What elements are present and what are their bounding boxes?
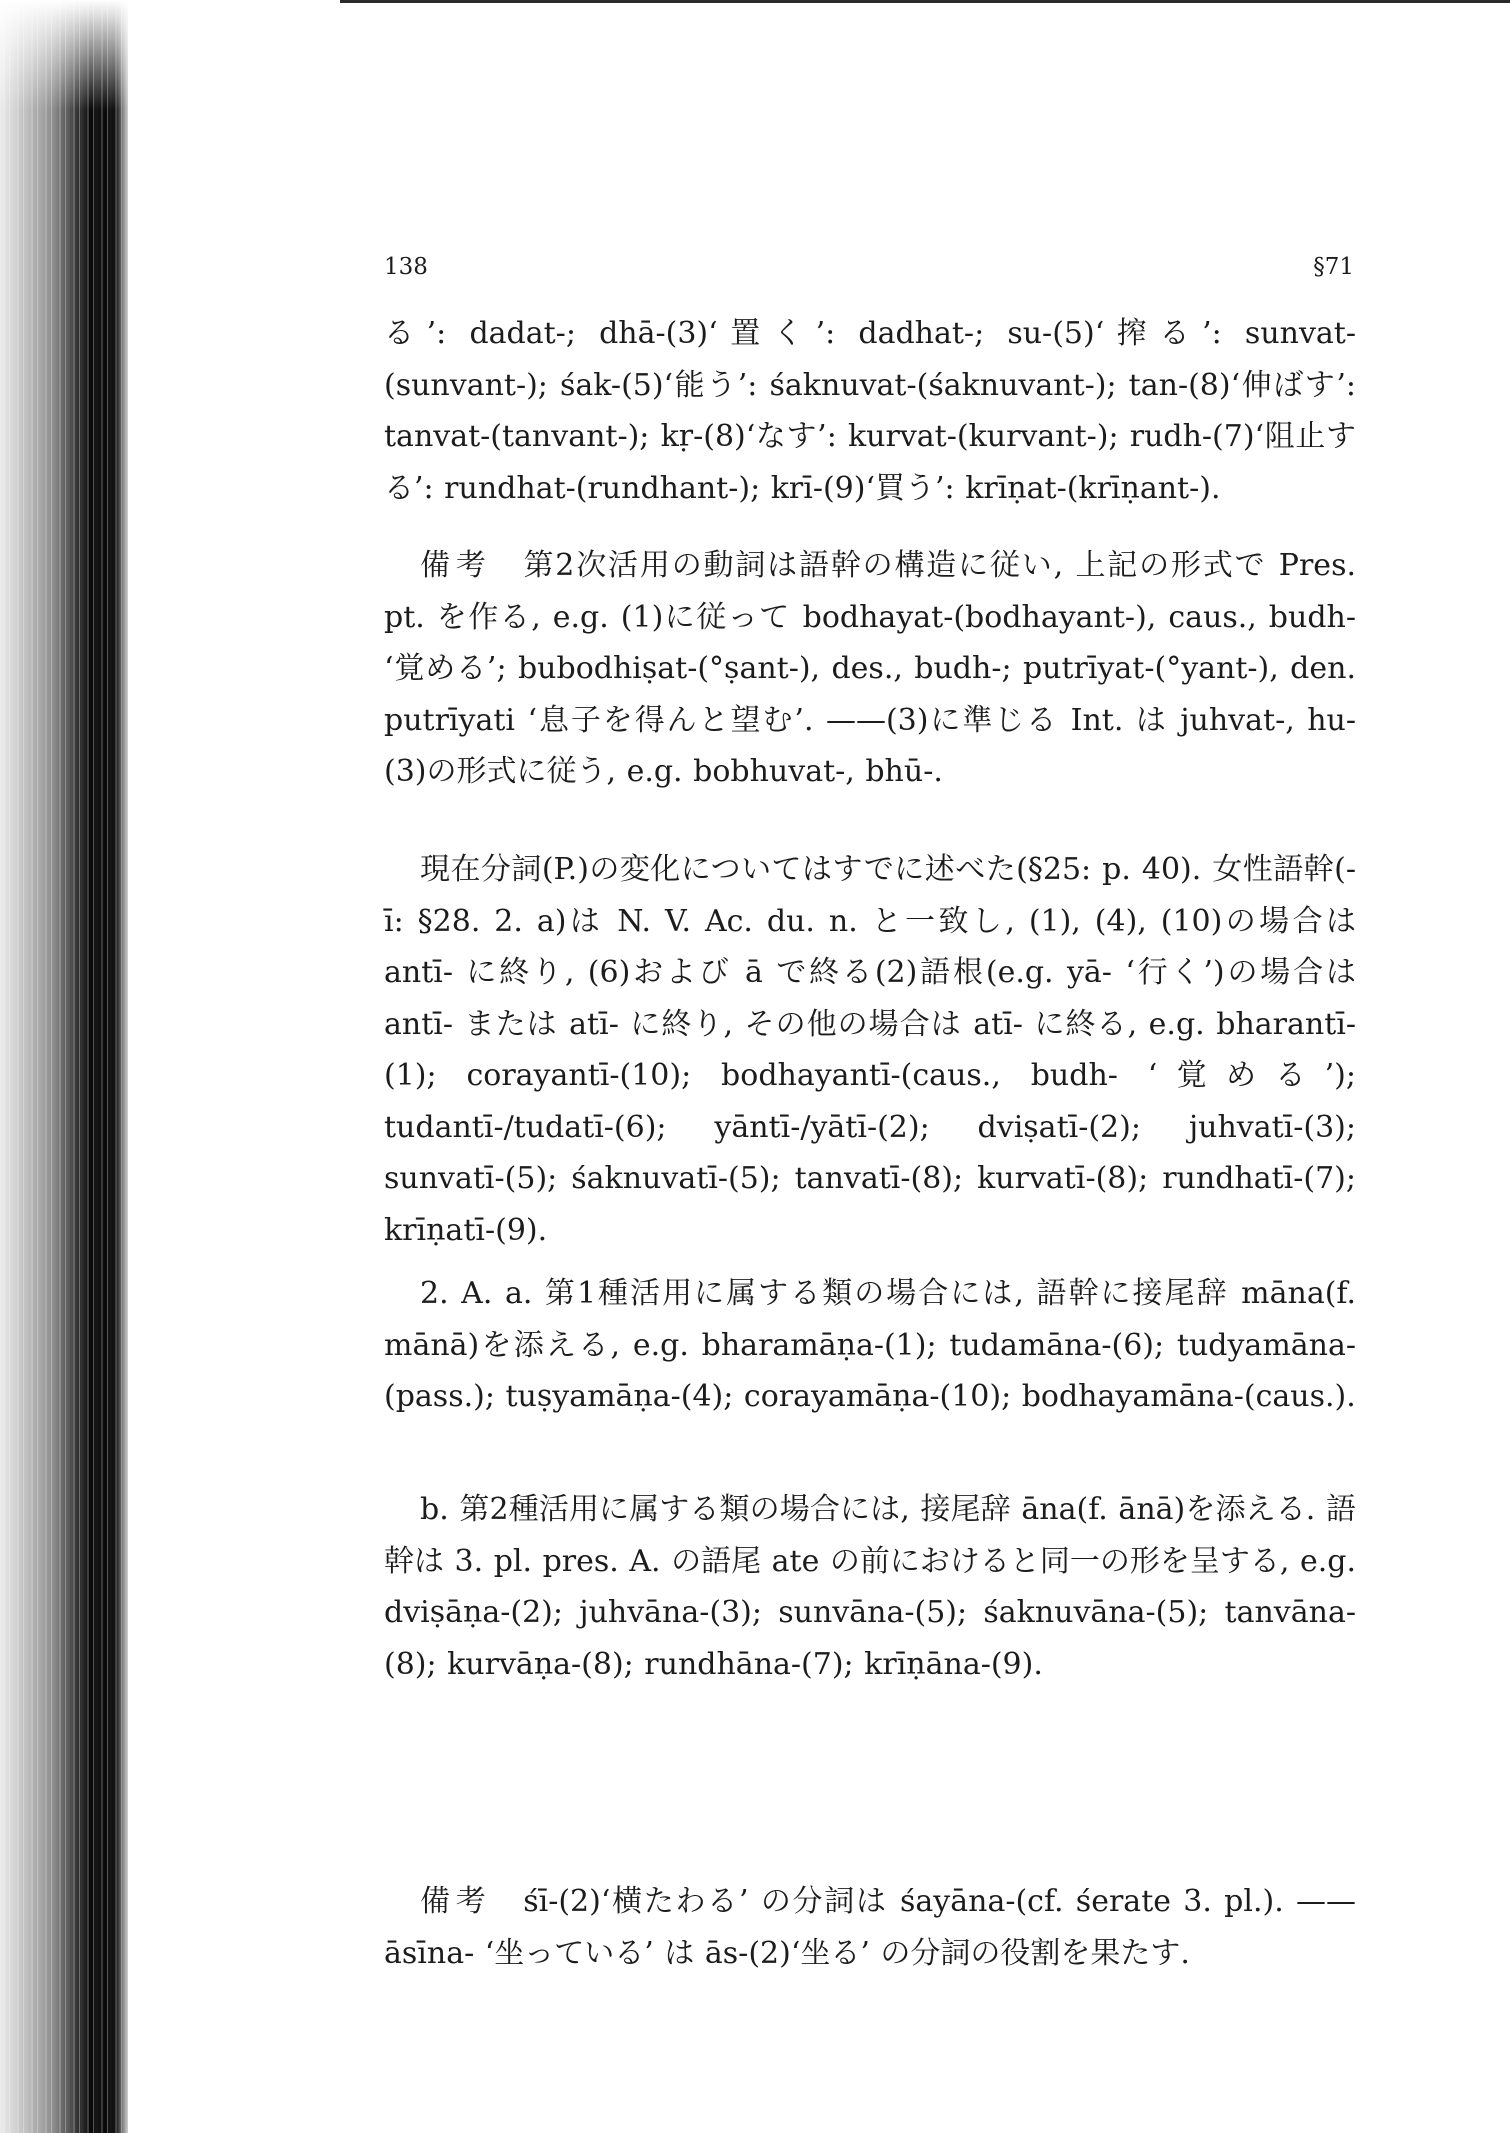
top-edge-rule — [340, 0, 1510, 3]
section-2b-paragraph — [384, 1484, 1356, 1690]
paragraph-text: b. 第2種活用に属する類の場合には, 接尾辞 āna(f. ānā)を添える. 語幹は 3. pl. pres. A. の語尾 ate の前におけると同一の形を呈する, e.g. dviṣāṇa-(2); juhvāna-(3); sunvāna-(5); śaknuvāna-(5); tanvāna-(8); kurvāṇa-(8); rundhāna-(7); krīṇāna-(9). — [384, 1492, 1356, 1682]
paragraph-text: 2. A. a. 第1種活用に属する類の場合には, 語幹に接尾辞 māna(f. mānā)を添える, e.g. bharamāṇa-(1); tudamāna-(6); tudyamāna-(pass.); tuṣyamāṇa-(4); corayamāṇa-(10); bodhayamāna-(caus.). — [384, 1276, 1356, 1414]
binding-top-fade — [0, 0, 128, 110]
section-2a-paragraph — [384, 1268, 1356, 1423]
participle-declension-paragraph — [384, 844, 1356, 1256]
remark-paragraph-2 — [384, 1876, 1356, 1979]
remark-text: śī-(2)‘横たわる’ の分詞は śayāna-(cf. śerate 3. pl.). —— āsīna- ‘坐っている’ は ās-(2)‘坐る’ の分詞の役割を果たす. — [384, 1884, 1356, 1971]
page-header — [384, 254, 1354, 290]
remark-paragraph — [384, 540, 1356, 798]
remark-body — [384, 540, 1356, 798]
remark-body — [384, 1876, 1356, 1979]
paragraph-text: 現在分詞(P.)の変化についてはすでに述べた(§25: p. 40). 女性語幹(-ī: §28. 2. a)は N. V. Ac. du. n. と一致し, (1), (4), (10)の場合は antī- に終り, (6)および ā で終る(2)語根(e.g. yā- ‘行く’)の場合は antī- または atī- に終り, その他の場合は atī- に終る, e.g. bharantī-(1); corayantī-(10); bodhayantī-(caus., budh- ‘覚める’); tudantī-/tudatī-(6); yāntī-/yātī-(2); dviṣatī-(2); juhvatī-(3); sunvatī-(5); śaknuvatī-(5); tanvatī-(8); kurvatī-(8); rundhatī-(7); krīṇatī-(9). — [384, 852, 1356, 1248]
paragraph-continuation — [384, 308, 1356, 514]
section-reference: §71 — [1313, 254, 1354, 280]
paragraph-text: る’: dadat-; dhā-(3)‘置く’: dadhat-; su-(5)‘搾る’: sunvat-(sunvant-); śak-(5)‘能う’: śaknuvat-(śaknuvant-); tan-(8)‘伸ばす’: tanvat-(tanvant-); kṛ-(8)‘なす’: kurvat-(kurvant-); rudh-(7)‘阻止する’: rundhat-(rundhant-); krī-(9)‘買う’: krīṇat-(krīṇant-). — [384, 316, 1356, 506]
remark-text: 第2次活用の動詞は語幹の構造に従い, 上記の形式で Pres. pt. を作る, e.g. (1)に従って bodhayat-(bodhayant-), caus., budh- ‘覚める’; bubodhiṣat-(°ṣant-), des., budh-; putrīyat-(°yant-), den. putrīyati ‘息子を得んと望む’. ——(3)に準じる Int. は juhvat-, hu-(3)の形式に従う, e.g. bobhuvat-, bhū-. — [384, 548, 1356, 789]
binding-highlight — [0, 0, 128, 2133]
page-number: 138 — [384, 254, 428, 280]
remark-label: 備考 — [420, 1884, 492, 1919]
remark-label: 備考 — [420, 548, 492, 583]
